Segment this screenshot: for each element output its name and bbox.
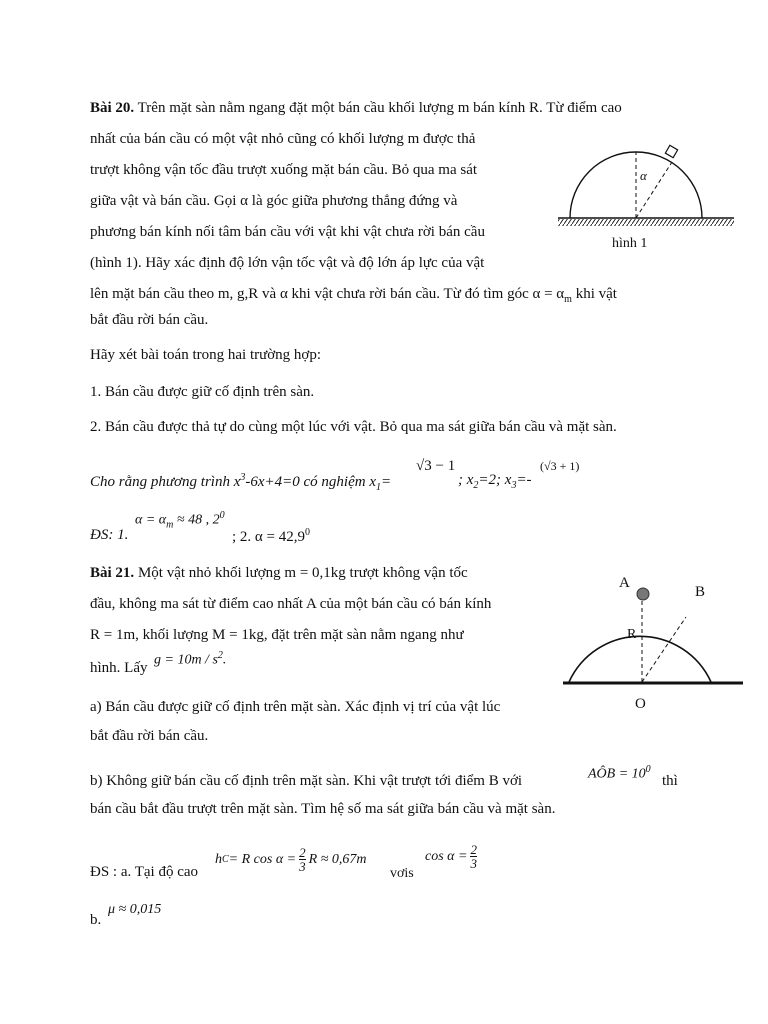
label-O: O [635, 696, 646, 712]
aob-sup: 0 [645, 764, 651, 775]
bai21-aob-formula [588, 764, 651, 783]
bai20-line7-text: lên mặt bán cầu theo m, g,R và α khi vật chưa rời bán cầu. Từ đó tìm góc α = α [90, 286, 565, 302]
ds-part2-sup: 0 [305, 527, 310, 538]
bai20-line7 [90, 286, 617, 305]
bai21-line4 [90, 660, 148, 677]
bai20-line7-end: khi vật [571, 286, 617, 302]
label-A: A [619, 575, 630, 591]
bai20-line2: nhất của bán cầu có một vật nhỏ cũng có khối lượng m được thả [90, 131, 476, 147]
bai20-line9: Hãy xét bài toán trong hai trường hợp: [90, 347, 322, 363]
bai21-ds-with: vơis [390, 866, 414, 881]
alpha-label: α [640, 168, 647, 183]
hint-eq: = [380, 474, 392, 490]
small-ball [637, 588, 649, 600]
ds-formula-sub: m [166, 519, 174, 531]
hinh1-figure [548, 140, 748, 252]
hint-a: Cho rằng phương trình x [90, 474, 241, 490]
bai21-line3: R = 1m, khối lượng M = 1kg, đặt trên mặt sàn nằm ngang như [90, 627, 464, 643]
cos-fraction [470, 843, 477, 870]
hc-text: h [215, 851, 222, 867]
bai20-ds-formula [135, 510, 225, 530]
hint-sub3: 3 [511, 480, 517, 491]
cos-frac-den: 3 [470, 856, 477, 871]
hc-frac-num: 2 [299, 845, 306, 860]
ds-formula-sup: 0 [219, 510, 225, 521]
bai21-label: Bài 21. [90, 565, 135, 581]
bai21-ds-b-label: b. [90, 912, 102, 928]
g-formula-text: g = 10m / s [154, 652, 218, 668]
bai21-part-b2: bán cầu bắt đầu trượt trên mặt sàn. Tìm hệ số ma sát giữa bán cầu và mặt sàn. [90, 801, 556, 817]
hint-c: ; x [458, 472, 474, 488]
hint-d: =2; x [478, 472, 512, 488]
g-formula-sup: 2 [217, 650, 223, 661]
bai20-ds-part2 [232, 527, 310, 546]
bai20-ds-label: ĐS: 1. [90, 527, 129, 543]
hint-root1: √3 − 1 [416, 458, 456, 474]
bai20-hint-2 [458, 472, 532, 491]
bai20-line3: trượt không vận tốc đầu trượt xuống mặt bán cầu. Bỏ qua ma sát [90, 162, 478, 178]
floor-hatch [558, 219, 734, 226]
hc-frac-den: 3 [299, 859, 306, 874]
bai21-ds-a-formula [215, 846, 367, 873]
bai20-label: Bài 20. [90, 100, 135, 116]
bai21-line2: đầu, không ma sát từ điểm cao nhất A của một bán cầu có bán kính [90, 596, 492, 612]
small-block [665, 145, 677, 157]
hint-sub1: 1 [375, 482, 381, 493]
bai21-line4-text: hình. Lấy [90, 660, 148, 676]
bai20-line8: bắt đầu rời bán cầu. [90, 312, 209, 328]
bai20-case1: 1. Bán cầu được giữ cố định trên sàn. [90, 384, 315, 400]
bai20-line6: (hình 1). Hãy xác định độ lớn vận tốc vật và độ lớn áp lực của vật [90, 255, 485, 271]
bai21-part-a2: bắt đầu rời bán cầu. [90, 728, 209, 744]
hint-sup: 3 [240, 472, 246, 483]
ds-formula-val: ≈ 48 , 2 [173, 512, 220, 528]
bai20-line4: giữa vật và bán cầu. Gọi α là góc giữa phương thẳng đứng và [90, 193, 458, 209]
bai21-line1 [90, 565, 468, 582]
radius-ob-dashed [642, 617, 686, 682]
label-B: B [695, 584, 706, 600]
bai21-figure [555, 570, 755, 718]
bai20-line5: phương bán kính nối tâm bán cầu với vật khi vật chưa rời bán cầu [90, 224, 485, 240]
g-formula-end: . [222, 652, 227, 668]
cos-text: cos α = [425, 848, 468, 864]
hc-rcos: = R cos α = [228, 851, 297, 867]
bai21-part-b1-end: thì [662, 773, 678, 789]
bai20-hint [90, 472, 391, 493]
bai20-case2: 2. Bán cầu được thả tự do cùng một lúc với vật. Bỏ qua ma sát giữa bán cầu và mặt sàn. [90, 419, 617, 435]
ds-part2-text: ; 2. α = 42,9 [232, 529, 305, 545]
hint-sub2: 2 [473, 480, 479, 491]
bai21-part-a1: a) Bán cầu được giữ cố định trên mặt sàn. Xác định vị trí của vật lúc [90, 699, 501, 715]
hemisphere-arc-2 [569, 636, 711, 682]
hint-b: -6x+4=0 có nghiệm x [245, 474, 376, 490]
hc-sub: C [222, 854, 229, 865]
bai21-part-b1: b) Không giữ bán cầu cố định trên mặt sàn. Khi vật trượt tới điểm B với [90, 773, 523, 789]
ds-formula-text: α = α [135, 512, 167, 528]
bai20-line7-sub: m [564, 294, 572, 305]
bai21-cos-formula [425, 843, 477, 870]
label-R: R [627, 627, 637, 642]
hint-e: =- [516, 472, 532, 488]
aob-text: AÔB = 10 [588, 766, 646, 782]
hc-result: R ≈ 0,67m [308, 851, 367, 867]
bai21-g-formula [154, 650, 226, 669]
hc-fraction [299, 846, 306, 873]
hint-root3: (√3 + 1) [540, 459, 580, 473]
bai21-ds-b-formula: μ ≈ 0,015 [108, 902, 162, 917]
bai20-line1 [90, 100, 622, 117]
bai21-text1: Một vật nhỏ khối lượng m = 0,1kg trượt không vận tốc [137, 565, 468, 581]
bai21-ds-a-label: ĐS : a. Tại độ cao [90, 864, 199, 880]
cos-frac-num: 2 [470, 842, 477, 857]
hinh1-caption: hình 1 [612, 236, 648, 251]
bai20-text1: Trên mặt sàn nằm ngang đặt một bán cầu khối lượng m bán kính R. Từ điểm cao [137, 100, 622, 116]
